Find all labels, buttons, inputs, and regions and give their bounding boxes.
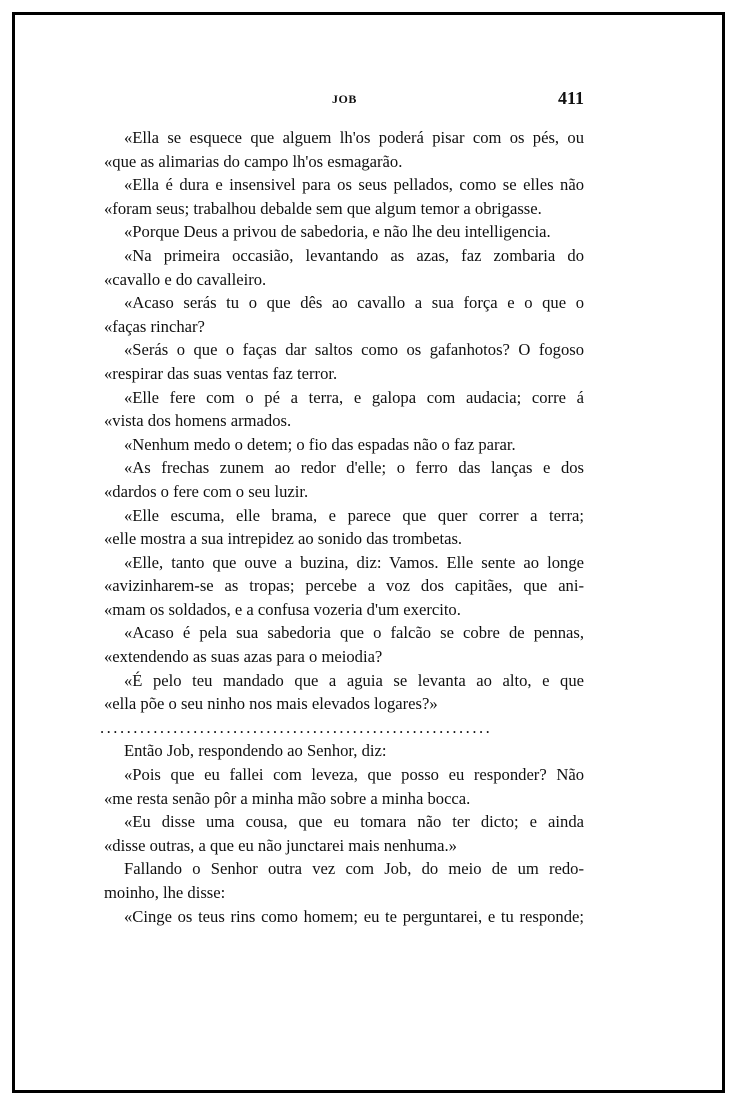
text-line: «Pois que eu fallei com leveza, que posso eu responder? Não [124, 765, 584, 785]
text-line: moinho, lhe disse: [104, 883, 226, 902]
text-line: «Acaso é pela sua sabedoria que o falcão se cobre de pennas, [124, 623, 584, 643]
text-line: «elle mostra a sua intrepidez ao sonido das trombetas. [104, 529, 463, 549]
text-line: «Ella é dura e insensivel para os seus pellados, como se elles não [124, 175, 584, 195]
text-line: Então Job, respondendo ao Senhor, diz: [124, 741, 387, 761]
ellipsis-separator: ........................................................... [100, 717, 493, 737]
text-line: «me resta senão pôr a minha mão sobre a minha bocca. [104, 788, 471, 808]
running-head-title: JOB [332, 92, 357, 106]
text-line: «cavallo e do cavalleiro. [104, 269, 267, 289]
text-line: «Nenhum medo o detem; o fio das espadas não o faz parar. [124, 434, 516, 454]
text-line: «Elle fere com o pé a terra, e galopa com audacia; corre á [124, 387, 584, 407]
text-line: «respirar das suas ventas faz terror. [104, 363, 338, 383]
text-line: «Na primeira occasião, levantando as azas, faz zombaria do [124, 245, 584, 265]
text-line: «mam os soldados, e a confusa vozeria d'um exercito. [104, 599, 461, 619]
text-line: «vista dos homens armados. [104, 411, 292, 431]
text-line: «Acaso serás tu o que dês ao cavallo a sua força e o que o [124, 293, 584, 313]
text-line: «ella põe o seu ninho nos mais elevados logares?» [104, 694, 438, 714]
text-line: Fallando o Senhor outra vez com Job, do meio de um redo- [124, 859, 584, 879]
text-line: «Elle, tanto que ouve a buzina, diz: Vamos. Elle sente ao longe [124, 552, 584, 572]
text-line: «As frechas zunem ao redor d'elle; o ferro das lanças e dos [124, 458, 584, 478]
text-line: «que as alimarias do campo lh'os esmagarão. [104, 151, 403, 171]
text-line: «Porque Deus a privou de sabedoria, e não lhe deu intelligencia. [124, 222, 551, 242]
text-line: «É pelo teu mandado que a aguia se levanta ao alto, e que [124, 670, 584, 690]
text-line: «disse outras, a que eu não junctarei mais nenhuma.» [104, 835, 457, 855]
text-line: «Elle escuma, elle brama, e parece que quer correr a terra; [124, 505, 584, 525]
running-header [104, 88, 584, 112]
text-line: «Ella se esquece que alguem lh'os poderá pisar com os pés, ou [124, 128, 584, 147]
text-line: «Eu disse uma cousa, que eu tomara não ter dicto; e ainda [124, 812, 584, 832]
body-text [100, 126, 584, 928]
text-line: «Serás o que o faças dar saltos como os gafanhotos? O fogoso [124, 340, 584, 360]
text-line: «avizinharem-se as tropas; percebe a voz dos capitães, que ani- [104, 576, 584, 596]
text-line: «extendendo as suas azas para o meiodia? [104, 647, 383, 667]
text-line: «foram seus; trabalhou debalde sem que algum temor a obrigasse. [104, 198, 542, 218]
page-number: 411 [557, 88, 584, 108]
text-line: «dardos o fere com o seu luzir. [104, 481, 309, 501]
text-line: «faças rinchar? [104, 316, 205, 336]
text-line: «Cinge os teus rins como homem; eu te perguntarei, e tu responde; [124, 906, 584, 926]
